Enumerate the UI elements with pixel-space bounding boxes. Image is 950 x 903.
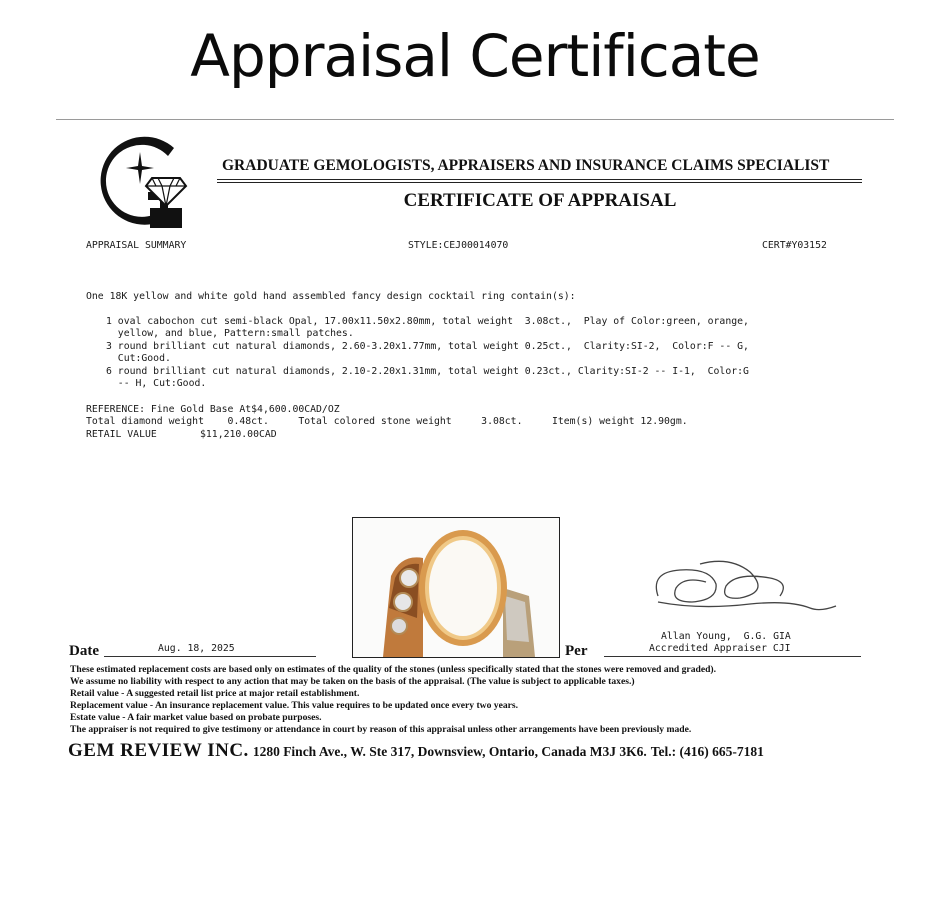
stone-line-cont: yellow, and blue, Pattern:small patches. (106, 328, 354, 339)
retail-value-label: RETAIL VALUE (86, 429, 157, 440)
totals-line: Total diamond weight 0.48ct. Total colored stone weight 3.08ct. Item(s) weight 12.90gm. (86, 416, 688, 427)
appraiser-name: Allan Young, G.G. GIA (661, 631, 791, 642)
appraiser-title: Accredited Appraiser CJI (649, 643, 791, 654)
company-name: GEM REVIEW INC. (68, 740, 249, 761)
date-value: Aug. 18, 2025 (158, 643, 235, 654)
stone-line-cont: Cut:Good. (106, 353, 171, 364)
gg-logo-icon (96, 132, 196, 232)
disclaimer-line: Estate value - A fair market value based on probate purposes. (70, 712, 322, 723)
page-title: Appraisal Certificate (190, 22, 760, 90)
disclaimer-line: The appraiser is not required to give testimony or attendance in court by reason of this appraisal unless other arrangements have been previously made. (70, 724, 692, 735)
per-label: Per (565, 643, 588, 659)
retail-value: $11,210.00CAD (200, 429, 277, 440)
company-footer (68, 740, 764, 762)
cert-number: CERT#Y03152 (762, 240, 827, 251)
company-phone: Tel.: (416) 665-7181 (650, 744, 764, 759)
date-label: Date (69, 643, 99, 659)
date-underline (104, 656, 316, 657)
certificate-title: CERTIFICATE OF APPRAISAL (403, 190, 677, 211)
header-rule-bottom (217, 182, 862, 183)
stone-line-cont: -- H, Cut:Good. (106, 378, 207, 389)
disclaimer-line: These estimated replacement costs are based only on estimates of the quality of the stones (unless specifically stated that the stones were removed and graded). (70, 664, 717, 675)
disclaimer-line: Replacement value - An insurance replacement value. This value requires to be updated once every two years. (70, 700, 519, 711)
style-number: STYLE:CEJ00014070 (408, 240, 509, 251)
disclaimer-line: We assume no liability with respect to any action that may be taken on the basis of the appraisal. (The value is subject to applicable taxes.) (70, 676, 635, 687)
header-rule-top (217, 179, 862, 180)
company-address: 1280 Finch Ave., W. Ste 317, Downsview, Ontario, Canada M3J 3K6. (252, 744, 647, 759)
item-description: One 18K yellow and white gold hand assembled fancy design cocktail ring contain(s): (86, 291, 576, 302)
org-tagline: GRADUATE GEMOLOGISTS, APPRAISERS AND INSURANCE CLAIMS SPECIALIST (222, 157, 830, 174)
disclaimer-line: Retail value - A suggested retail list price at major retail establishment. (70, 688, 360, 699)
stone-line: 3 round brilliant cut natural diamonds, 2.60-3.20x1.77mm, total weight 0.25ct., Clarity:SI-2, Color:F -- G, (106, 341, 749, 352)
ring-photo (352, 517, 560, 658)
ring-illustration (353, 518, 559, 657)
summary-label: APPRAISAL SUMMARY (86, 240, 187, 251)
stone-line: 6 round brilliant cut natural diamonds, 2.10-2.20x1.31mm, total weight 0.23ct., Clarity:SI-2 -- I-1, Color:G (106, 366, 749, 377)
top-divider (56, 119, 894, 120)
per-underline (604, 656, 861, 657)
stone-line: 1 oval cabochon cut semi-black Opal, 17.00x11.50x2.80mm, total weight 3.08ct., Play of Color:green, orange, (106, 316, 749, 327)
reference-line: REFERENCE: Fine Gold Base At$4,600.00CAD/OZ (86, 404, 340, 415)
signature-image (640, 552, 850, 622)
